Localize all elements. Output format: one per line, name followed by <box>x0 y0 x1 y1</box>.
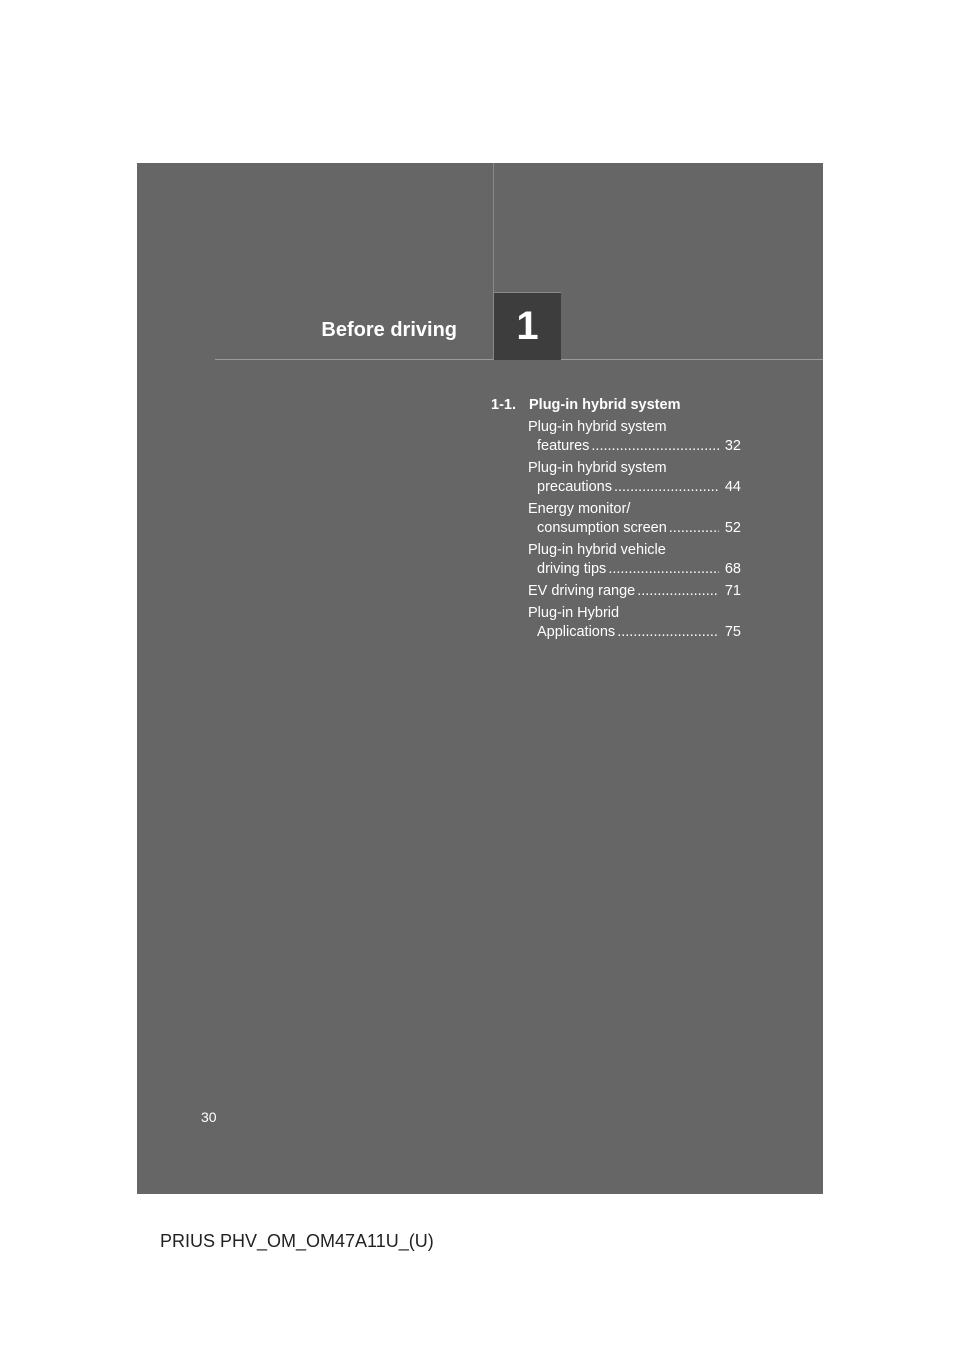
chapter-title: Before driving <box>321 319 457 341</box>
toc-entry-line1: Plug-in hybrid vehicle <box>528 542 666 558</box>
toc-entry[interactable] <box>528 604 741 642</box>
toc-entry-line2: features <box>537 438 590 454</box>
toc-entry-line2: Applications <box>537 624 616 640</box>
toc-entry[interactable] <box>528 582 741 601</box>
toc-entry-line1: Plug-in hybrid system <box>528 460 667 476</box>
leader-dots <box>617 623 719 642</box>
chapter-panel <box>137 163 823 1194</box>
toc-entry[interactable] <box>528 500 741 538</box>
toc-entry-page: 71 <box>724 583 741 599</box>
section-number: 1-1. <box>491 397 516 413</box>
page-number: 30 <box>201 1109 217 1125</box>
toc-entry-line1: Plug-in hybrid system <box>528 419 667 435</box>
toc-entry[interactable] <box>528 541 741 579</box>
toc-entry[interactable] <box>528 418 741 456</box>
leader-dots <box>614 478 719 497</box>
toc-entry-page: 44 <box>724 479 741 495</box>
table-of-contents <box>491 396 741 642</box>
toc-entry[interactable] <box>528 459 741 497</box>
toc-entry-page: 68 <box>724 561 741 577</box>
toc-entry-page: 52 <box>724 520 741 536</box>
toc-entry-line1: Energy monitor/ <box>528 501 631 517</box>
toc-entry-line2: precautions <box>537 479 612 495</box>
leader-dots <box>608 560 719 579</box>
toc-entry-page: 75 <box>724 624 741 640</box>
toc-entry-line1: EV driving range <box>528 583 636 599</box>
leader-dots <box>591 437 719 456</box>
toc-entry-line1: Plug-in Hybrid <box>528 605 620 621</box>
leader-dots <box>637 582 719 601</box>
chapter-number-box: 1 <box>493 292 561 360</box>
document-footer: PRIUS PHV_OM_OM47A11U_(U) <box>160 1231 434 1251</box>
toc-entry-line2: consumption screen <box>537 520 667 536</box>
toc-entry-line2: driving tips <box>537 561 607 577</box>
toc-entry-page: 32 <box>724 438 741 454</box>
section-heading <box>491 396 741 415</box>
leader-dots <box>669 519 719 538</box>
section-title: Plug-in hybrid system <box>529 397 681 413</box>
